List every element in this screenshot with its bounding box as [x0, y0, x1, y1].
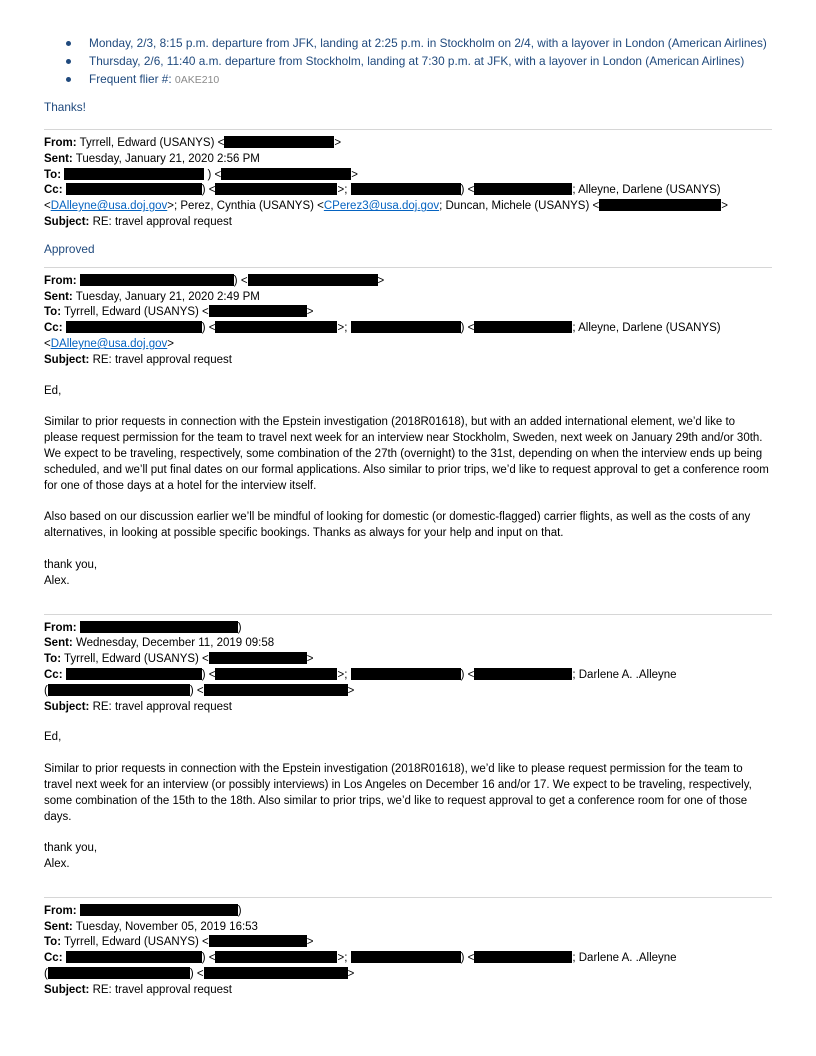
redaction-box: [209, 652, 307, 664]
bullet-icon: [66, 41, 71, 46]
greeting: Ed,: [44, 384, 62, 397]
email-separator: [44, 129, 772, 130]
redaction-box: [224, 136, 334, 148]
email-document: [44, 34, 772, 999]
redaction-box: [66, 321, 202, 333]
redaction-box: [351, 668, 461, 680]
redaction-box: [474, 183, 572, 195]
email-body: [44, 384, 772, 590]
email-body: [44, 730, 772, 873]
redaction-box: [204, 684, 348, 696]
from-line: From: ): [44, 621, 242, 634]
bullet-icon: [66, 77, 71, 82]
redaction-box: [215, 668, 337, 680]
redaction-box: [351, 321, 461, 333]
redaction-box: [66, 183, 202, 195]
from-line: From: ): [44, 904, 242, 917]
redaction-box: [80, 904, 238, 916]
email-header: [44, 904, 772, 999]
redaction-box: [474, 951, 572, 963]
redaction-box: [248, 274, 378, 286]
redaction-box: [215, 321, 337, 333]
subject-line: Subject: RE: travel approval request: [44, 983, 232, 996]
redaction-box: [66, 668, 202, 680]
to-line: To: Tyrrell, Edward (USANYS) < >: [44, 936, 314, 949]
closing: thank you,: [44, 842, 98, 855]
to-line: To: ) < >: [44, 168, 358, 181]
redaction-box: [80, 274, 234, 286]
redaction-box: [474, 321, 572, 333]
redaction-box: [204, 967, 348, 979]
thanks-reply: Thanks!: [44, 100, 86, 114]
subject-line: Subject: RE: travel approval request: [44, 700, 232, 713]
cc-line: Cc: ) < >; ) < ; Alleyne, Darlene (USANYS): [44, 322, 721, 335]
cc-line: Cc: ) < >; ) < ; Alleyne, Darlene (USANYS): [44, 184, 721, 197]
cc-line-continued: <DAlleyne@usa.doj.gov>; Perez, Cynthia (USANYS) <CPerez3@usa.doj.gov; Duncan, Michele (USANYS) < >: [44, 200, 728, 213]
subject-line: Subject: RE: travel approval request: [44, 353, 232, 366]
email-link[interactable]: CPerez3@usa.doj.gov: [323, 200, 440, 213]
redaction-box: [215, 183, 337, 195]
redaction-box: [221, 168, 351, 180]
approved-reply: Approved: [44, 241, 95, 256]
redaction-box: [351, 183, 461, 195]
signature: Alex.: [44, 574, 70, 587]
frequent-flier-number: 0AKE210: [174, 74, 220, 86]
email-separator: [44, 267, 772, 268]
email-link[interactable]: DAlleyne@usa.doj.gov: [50, 200, 168, 213]
body-paragraph: Similar to prior requests in connection with the Epstein investigation (2018R01618), but with an added international element, we’d like to please request permission for the team to travel next week for an interview near Stockholm, Sweden, next week on January 29th and/or 30th. We expect to be traveling, respectively, some combination of the 27th (overnight) to the 31st, depending on when the interview ends up being scheduled, and we’ll put final dates on our formal applications. Also similar to prior trips, we’d like to request approval to get a conference room for one of those days at a hotel for the interview itself.: [44, 416, 769, 492]
redaction-box: [48, 967, 190, 979]
redaction-box: [64, 168, 204, 180]
subject-line: Subject: RE: travel approval request: [44, 215, 232, 228]
email-link[interactable]: DAlleyne@usa.doj.gov: [50, 337, 168, 350]
redaction-box: [474, 668, 572, 680]
redaction-box: [351, 951, 461, 963]
sent-line: Sent: Tuesday, January 21, 2020 2:49 PM: [44, 290, 260, 303]
flight-itinerary-list: [44, 34, 772, 88]
email-header: [44, 621, 772, 716]
redaction-box: [599, 199, 721, 211]
cc-line-continued: ( ) < >: [44, 684, 355, 697]
cc-line-continued: <DAlleyne@usa.doj.gov>: [44, 337, 174, 350]
redaction-box: [80, 621, 238, 633]
cc-line-continued: ( ) < >: [44, 968, 355, 981]
redaction-box: [209, 305, 307, 317]
to-line: To: Tyrrell, Edward (USANYS) < >: [44, 306, 314, 319]
redaction-box: [66, 951, 202, 963]
sent-line: Sent: Wednesday, December 11, 2019 09:58: [44, 637, 275, 650]
frequent-flier-item: Frequent flier #: 0AKE210: [89, 70, 772, 88]
cc-line: Cc: ) < >; ) < ; Darlene A. .Alleyne: [44, 668, 677, 681]
email-header: [44, 274, 772, 369]
from-line: From: Tyrrell, Edward (USANYS) < >: [44, 137, 342, 149]
greeting: Ed,: [44, 731, 62, 744]
cc-line: Cc: ) < >; ) < ; Darlene A. .Alleyne: [44, 952, 677, 965]
redaction-box: [215, 951, 337, 963]
sent-line: Sent: Tuesday, November 05, 2019 16:53: [44, 920, 258, 933]
to-line: To: Tyrrell, Edward (USANYS) < >: [44, 653, 314, 666]
closing: thank you,: [44, 558, 98, 571]
flight-item: Thursday, 2/6, 11:40 a.m. departure from Stockholm, landing at 7:30 p.m. at JFK, with a layover in London (American Airlines): [89, 52, 772, 70]
body-paragraph: Also based on our discussion earlier we’ll be mindful of looking for domestic (or domestic-flagged) carrier flights, as well as the costs of any alternatives, in looking at possible specific bookings. Thanks as always for your help and input on that.: [44, 511, 751, 540]
email-header: [44, 136, 772, 231]
body-paragraph: Similar to prior requests in connection with the Epstein investigation (2018R01618), we’d like to please request permission for the team to travel next week for an interview (or possibly interviews) in Los Angeles on December 16 and/or 17. We expect to be traveling, respectively, some combination of the 15th to the 18th. Also similar to prior trips, we’d like to request approval to get a conference room for one of those days.: [44, 763, 752, 823]
sent-line: Sent: Tuesday, January 21, 2020 2:56 PM: [44, 152, 260, 165]
email-separator: [44, 614, 772, 615]
signature: Alex.: [44, 858, 70, 871]
redaction-box: [209, 935, 307, 947]
bullet-icon: [66, 59, 71, 64]
flight-item: Monday, 2/3, 8:15 p.m. departure from JFK, landing at 2:25 p.m. in Stockholm on 2/4, with a layover in London (American Airlines): [89, 34, 772, 52]
from-line: From: ) < >: [44, 274, 385, 287]
email-separator: [44, 897, 772, 898]
redaction-box: [48, 684, 190, 696]
